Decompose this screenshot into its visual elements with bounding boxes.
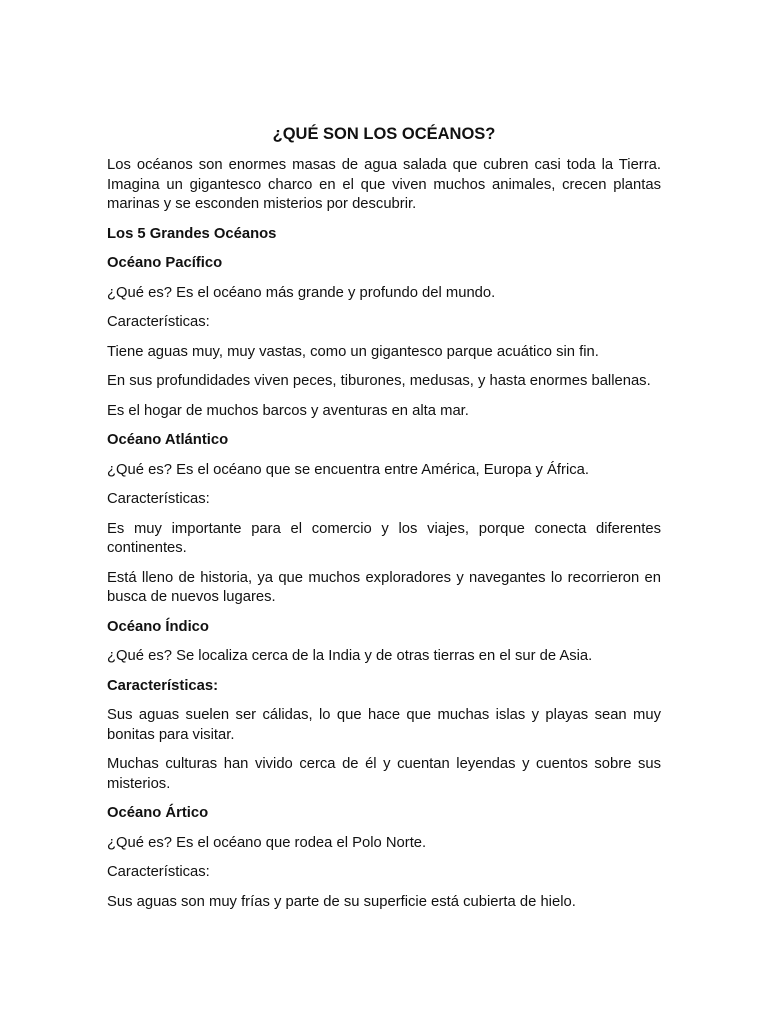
arctic-what: ¿Qué es? Es el océano que rodea el Polo Norte. bbox=[107, 834, 427, 851]
intro-paragraph: Los océanos son enormes masas de agua salada que cubren casi toda la Tierra. Imagina un gigantesco charco en el que viven muchos animales, crecen plantas marinas y se esconden misterios por descubrir. bbox=[107, 157, 661, 212]
pacific-heading: Océano Pacífico bbox=[107, 255, 223, 271]
document-title: ¿QUÉ SON LOS OCÉANOS? bbox=[272, 125, 496, 143]
atlantic-features-label: Características: bbox=[107, 491, 210, 507]
atlantic-feature-2: Está lleno de historia, ya que muchos exploradores y navegantes lo recorrieron en busca de nuevos lugares. bbox=[107, 569, 661, 605]
arctic-feature-1: Sus aguas son muy frías y parte de su superficie está cubierta de hielo. bbox=[107, 893, 576, 910]
atlantic-feature-1: Es muy importante para el comercio y los viajes, porque conecta diferentes continentes. bbox=[107, 520, 661, 556]
pacific-feature-3: Es el hogar de muchos barcos y aventuras en alta mar. bbox=[107, 402, 469, 419]
indian-what: ¿Qué es? Se localiza cerca de la India y de otras tierras en el sur de Asia. bbox=[107, 648, 593, 664]
document-page bbox=[107, 124, 661, 922]
pacific-feature-1: Tiene aguas muy, muy vastas, como un gigantesco parque acuático sin fin. bbox=[107, 343, 599, 360]
indian-feature-2: Muchas culturas han vivido cerca de él y cuentan leyendas y cuentos sobre sus misterios. bbox=[107, 756, 661, 792]
indian-heading: Océano Índico bbox=[107, 618, 209, 635]
pacific-feature-2: En sus profundidades viven peces, tiburones, medusas, y hasta enormes ballenas. bbox=[107, 373, 651, 389]
section-heading: Los 5 Grandes Océanos bbox=[107, 225, 277, 242]
pacific-features-label: Características: bbox=[107, 314, 210, 330]
atlantic-what: ¿Qué es? Es el océano que se encuentra entre América, Europa y África. bbox=[107, 461, 589, 478]
atlantic-heading: Océano Atlántico bbox=[107, 432, 229, 448]
arctic-heading: Océano Ártico bbox=[107, 805, 209, 821]
indian-features-label: Características: bbox=[107, 677, 219, 694]
arctic-features-label: Características: bbox=[107, 864, 210, 880]
pacific-what: ¿Qué es? Es el océano más grande y profundo del mundo. bbox=[107, 284, 496, 301]
indian-feature-1: Sus aguas suelen ser cálidas, lo que hace que muchas islas y playas sean muy bonitas para visitar. bbox=[107, 707, 661, 743]
